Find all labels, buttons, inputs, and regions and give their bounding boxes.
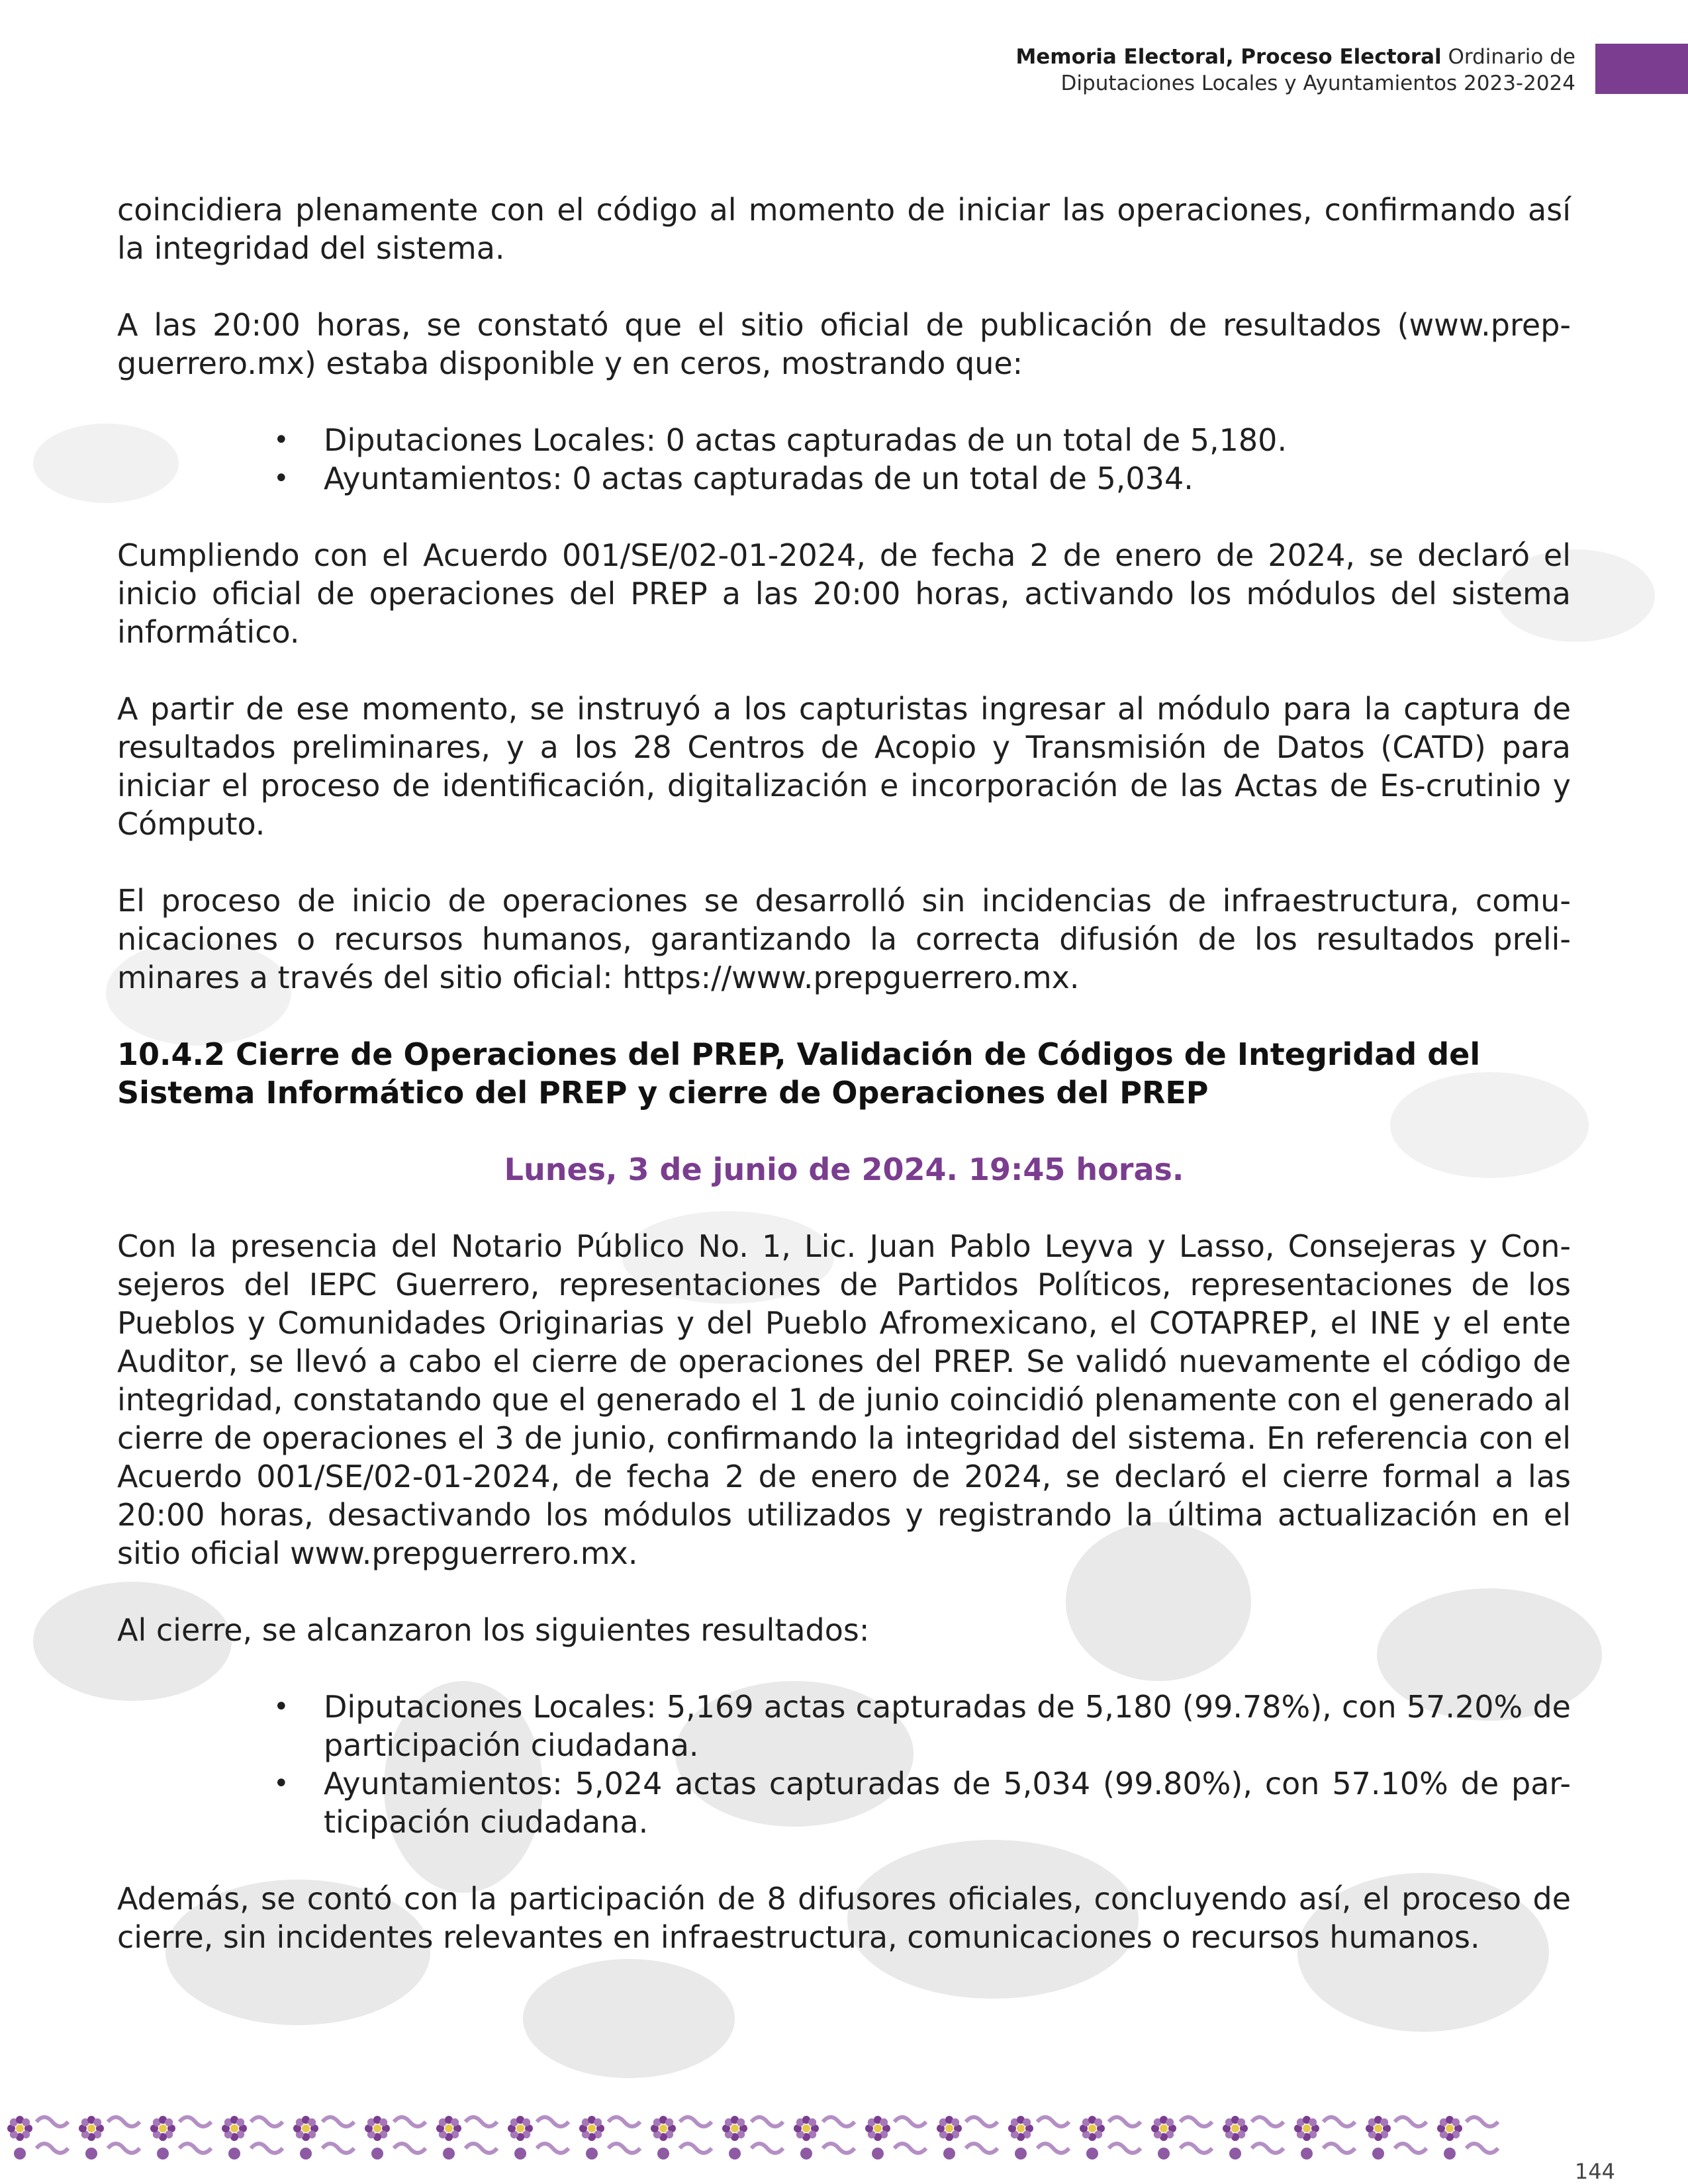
- embroidery-motif: [222, 2116, 283, 2160]
- bullet-dot: •: [273, 463, 289, 494]
- paragraph: Cumpliendo con el Acuerdo 001/SE/02-01-2024, de fecha 2 de enero de 2024, se declaró el inicio oficial de operaciones del PREP a las 20:00 horas, activando los módulos del sistema informático.: [117, 537, 1571, 650]
- embroidery-motif: [365, 2116, 426, 2160]
- header-subtitle: Diputaciones Locales y Ayuntamientos 2023-2024: [1060, 71, 1575, 95]
- bullet-dot: •: [273, 1768, 289, 1799]
- list-item: [117, 421, 1571, 459]
- paragraph: Con la presencia del Notario Público No. 1, Lic. Juan Pablo Leyva y Lasso, Consejeras y Con-sejeros del IEPC Guerrero, representaciones de Partidos Políticos, representaciones de los Pueblos y Comunidades Originarias y del Pueblo Afromexicano, el COTAPREP, el INE y el ente Auditor, se llevó a cabo el cierre de operaciones del PREP. Se validó nuevamente el código de integridad, constatando que el generado el 1 de junio coincidió plenamente con el generado al cierre de operaciones el 3 de junio, confirmando la integridad del sistema. En referencia con el Acuerdo 001/SE/02-01-2024, de fecha 2 de enero de 2024, se declaró el cierre formal a las 20:00 horas, desactivando los módulos utilizados y registrando la última actualización en el sitio oficial www.prepguerrero.mx.: [117, 1228, 1571, 1571]
- embroidery-motif: [7, 2116, 68, 2160]
- embroidery-motif: [865, 2116, 926, 2160]
- embroidery-motif: [579, 2116, 640, 2160]
- embroidery-motif: [1223, 2116, 1284, 2160]
- embroidery-motif: [722, 2116, 783, 2160]
- header-accent-bar: [1595, 44, 1688, 94]
- paragraph: A las 20:00 horas, se constató que el sitio oficial de publicación de resultados (www.prep-guerrero.mx) estaba disponible y en ceros, mostrando que:: [117, 307, 1571, 381]
- embroidery-motif: [1008, 2116, 1069, 2160]
- embroidery-motif: [1437, 2116, 1498, 2160]
- embroidery-motif: [651, 2116, 712, 2160]
- embroidery-motif: [937, 2116, 998, 2160]
- embroidery-motif: [150, 2116, 211, 2160]
- footer-embroidery-border: [0, 2109, 1503, 2165]
- embroidery-motif: [79, 2116, 140, 2160]
- page-header: [649, 44, 1575, 97]
- section-date: Lunes, 3 de junio de 2024. 19:45 horas.: [504, 1152, 1184, 1187]
- bullet-dot: •: [273, 1692, 289, 1722]
- list-item: [117, 1688, 1571, 1764]
- header-title-rest: Ordinario de: [1441, 45, 1575, 69]
- bullet-dot: •: [273, 425, 289, 455]
- list-item: [117, 1764, 1571, 1841]
- paragraph: Además, se contó con la participación de 8 difusores oficiales, concluyendo así, el proceso de cierre, sin incidentes relevantes en infraestructura, comunicaciones o recursos humanos.: [117, 1881, 1571, 1955]
- embroidery-motif: [1151, 2116, 1212, 2160]
- paragraph: A partir de ese momento, se instruyó a los capturistas ingresar al módulo para la captura de resultados preliminares, y a los 28 Centros de Acopio y Transmisión de Datos (CATD) para iniciar el proceso de identificación, digitalización e incorporación de las Actas de Es-crutinio y Cómputo.: [117, 691, 1571, 842]
- header-title-bold: Memoria Electoral, Proceso Electoral: [1015, 45, 1442, 69]
- embroidery-motif: [1366, 2116, 1427, 2160]
- list-item-text: Diputaciones Locales: 0 actas capturadas de un total de 5,180.: [324, 422, 1288, 458]
- embroidery-motif: [508, 2116, 569, 2160]
- paragraph: coincidiera plenamente con el código al momento de iniciar las operaciones, confirmando así la integridad del sistema.: [117, 192, 1571, 266]
- bullet-list-close: [117, 1688, 1571, 1841]
- paragraph: Al cierre, se alcanzaron los siguientes resultados:: [117, 1612, 870, 1648]
- embroidery-motif: [1080, 2116, 1141, 2160]
- header-title-line: [649, 44, 1575, 70]
- list-item-text: Diputaciones Locales: 5,169 actas capturadas de 5,180 (99.78%), con 57.20% de participación ciudadana.: [324, 1689, 1571, 1763]
- page-number: 144: [1574, 2159, 1615, 2184]
- paragraph: El proceso de inicio de operaciones se desarrolló sin incidencias de infraestructura, comu-nicaciones o recursos humanos, garantizando la correcta difusión de los resultados preli-minares a través del sitio oficial: https://www.prepguerrero.mx.: [117, 883, 1571, 995]
- embroidery-motif: [436, 2116, 497, 2160]
- document-body: [117, 191, 1571, 1995]
- list-item-text: Ayuntamientos: 0 actas capturadas de un total de 5,034.: [324, 461, 1194, 496]
- section-heading: 10.4.2 Cierre de Operaciones del PREP, Validación de Códigos de Integridad del Sistema Informático del PREP y cierre de Operaciones del PREP: [117, 1036, 1481, 1111]
- embroidery-motif: [794, 2116, 855, 2160]
- list-item: [117, 459, 1571, 498]
- embroidery-motif: [1294, 2116, 1355, 2160]
- bullet-list-start: [117, 421, 1571, 498]
- embroidery-motif: [293, 2116, 354, 2160]
- list-item-text: Ayuntamientos: 5,024 actas capturadas de 5,034 (99.80%), con 57.10% de par-ticipación ciudadana.: [324, 1766, 1571, 1840]
